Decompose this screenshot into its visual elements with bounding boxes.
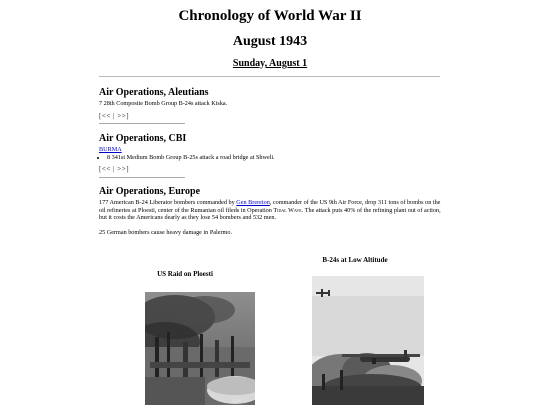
section-europe: [99, 186, 444, 236]
section-title: Air Operations, CBI: [99, 133, 187, 144]
prev-link[interactable]: <<: [101, 165, 111, 173]
next-link[interactable]: >>: [117, 165, 127, 173]
section-title: Air Operations, Aleutians: [99, 87, 209, 98]
ploesti-raid-photo: [145, 292, 255, 405]
page-subtitle: August 1943: [232, 34, 308, 49]
section-text: 7 28th Composite Bomb Group B-24s attack Kiska.: [99, 100, 228, 107]
section-text: 25 German bombers cause heavy damage in Palermo.: [99, 228, 232, 236]
section-aleutians: [99, 87, 444, 124]
section-nav: [<< | >>]: [99, 165, 130, 173]
nav-separator: |: [113, 165, 115, 173]
prev-link[interactable]: <<: [101, 111, 111, 120]
brereton-link[interactable]: Gen Brereton: [236, 199, 270, 206]
section-nav: [<< | >>]: [99, 111, 130, 120]
photo-stamp: 11 33: [231, 398, 241, 403]
photo-caption: B-24s at Low Altitude: [322, 256, 388, 264]
section-text: 177 American B-24 Liberator bombers commanded by Gen Brereton, commander of the US 9th Air Force, drop 311 tons of bombs on the oil refineries at Ploesti, center of the Rumanian oil fileds in Operation Tidal Wave. The attack puts 40% of the refining plant out of action, but it costs the Americans dearly as they lose 54 bombers and 532 men.: [99, 199, 441, 221]
photo-caption: US Raid on Ploesti: [157, 270, 213, 278]
section-cbi: [99, 133, 444, 178]
list-item: • 8 341st Medium Bomb Group B-25s attack a road bridge at Shweli.: [107, 154, 444, 162]
b24-low-altitude-photo: [312, 276, 424, 405]
date-heading: Sunday, August 1: [232, 58, 308, 69]
operation-name: Tidal Wave: [273, 206, 302, 214]
nav-separator: |: [113, 111, 115, 120]
region-label[interactable]: BURMA: [99, 146, 122, 153]
divider: [99, 76, 440, 77]
divider: [99, 177, 185, 178]
next-link[interactable]: >>: [117, 111, 127, 120]
section-title: Air Operations, Europe: [99, 186, 201, 197]
divider: [99, 123, 185, 124]
item-list: [99, 154, 444, 162]
page-title: Chronology of World War II: [178, 8, 362, 24]
